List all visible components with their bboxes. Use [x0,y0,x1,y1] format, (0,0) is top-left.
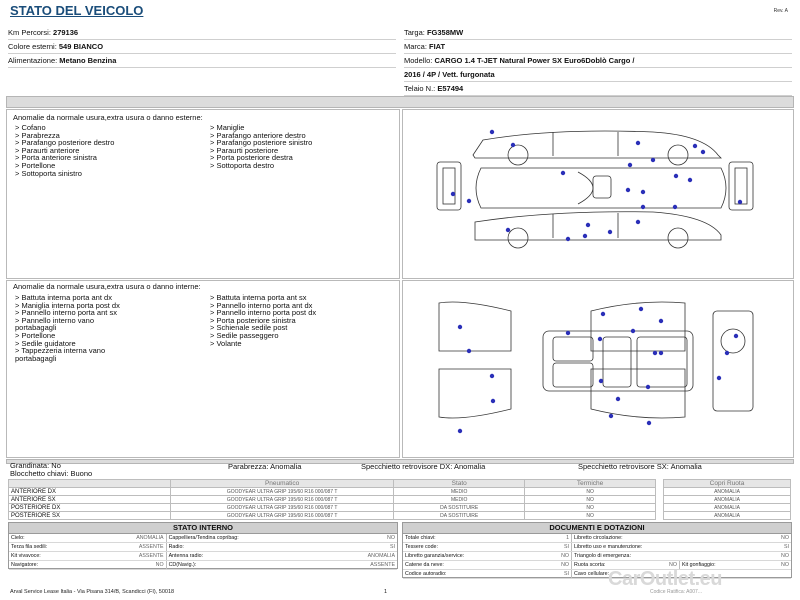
internal-car-diagram [402,280,794,458]
footer-right-text: Codice Ratifica: A007... [650,589,702,595]
damage-marker [467,349,471,353]
damage-marker [599,379,603,383]
damage-marker [566,237,570,241]
external-damage-panel [6,109,400,279]
grandinata-row: Grandinata: No [10,461,61,470]
table-row: ANTERIORE DX GOODYEAR ULTRA GRIP 195/60 R16 000/087 T MEDIO NO [9,488,656,496]
table-row: Terza fila sedili: ASSENTE Radio: SI [11,544,395,550]
list-item: portabagagli [15,323,57,333]
damage-marker [725,351,729,355]
watermark-logo: CarOutlet.eu [608,568,723,590]
table-row: Catene da neve: NO Ruota scorta: NO Kit gonfiaggio: NO [405,562,789,568]
documenti-box [402,522,792,578]
documenti-table [403,534,791,579]
table-row: Kit vivavoce: ASSENTE Antenna radio: ANOMALIA [11,553,395,559]
damage-marker [458,429,462,433]
damage-marker [641,205,645,209]
damage-marker [598,337,602,341]
list-item: > Sedile passeggero [210,330,279,340]
list-item: > Pannello interno porta ant sx [15,308,117,318]
damage-marker [506,228,510,232]
damage-marker [734,334,738,338]
color-value: 549 BIANCO [58,42,104,51]
tyres-table [8,479,656,520]
list-item: > Portellone [15,160,56,170]
list-item: > Maniglia interna porta post dx [15,300,120,310]
damage-marker [641,190,645,194]
external-damage-col1 [15,124,114,177]
damage-marker [717,376,721,380]
modello-row-2: 2016 / 4P / Vett. furgonata [404,68,792,82]
km-value: 279136 [53,28,79,37]
damage-marker [653,351,657,355]
documenti-title: DOCUMENTI E DOTAZIONI [403,523,791,534]
table-header: Pneumatico Stato Termiche [9,480,656,488]
damage-marker [583,234,587,238]
modello-row: Modello: CARGO 1.4 T-JET Natural Power SX Euro6Doblò Cargo / [404,54,792,68]
table-row: Libretto garanzia/service: NO Triangolo di emergenza: NO [405,553,789,559]
damage-marker [693,144,697,148]
list-item: > Battuta interna porta ant sx [210,293,307,302]
damage-marker [491,399,495,403]
list-item: > Parabrezza [15,130,60,140]
stato-interno-box [8,522,398,569]
parabrezza-status: Parabrezza: Anomalia [228,462,302,471]
list-item: > Maniglie [210,123,245,132]
list-item: > Schienale sedile post [210,323,288,333]
list-item: > Tappezzeria interna vano [15,346,106,356]
stato-interno-table [9,534,397,570]
list-item: > Paraurti posteriore [210,145,279,155]
car-interior-drawing [403,281,793,457]
damage-marker [458,325,462,329]
list-item: > Pannello interno porta ant dx [210,300,313,310]
list-item: > Parafango posteriore destro [15,138,115,148]
fuel-value: Metano Benzina [59,56,117,65]
page-title: STATO DEL VEICOLO [10,3,144,18]
damage-marker [601,312,605,316]
wheel-cover-table [663,479,791,520]
damage-marker [738,200,742,204]
damage-marker [659,319,663,323]
damage-marker [688,178,692,182]
mirror-sx-status: Specchietto retrovisore SX: Anomalia [578,462,702,471]
mirror-dx-status: Specchietto retrovisore DX: Anomalia [361,462,486,471]
table-row: POSTERIORE SX GOODYEAR ULTRA GRIP 195/60 R16 000/087 T DA SOSTITUIRE NO [9,512,656,520]
damage-marker [616,397,620,401]
table-row: Codice autoradio: SI Cavo cellulare: [403,570,791,579]
targa-row: Targa: FG358MW [404,26,792,40]
list-item: > Battuta interna porta ant dx [15,293,112,302]
section-divider [6,96,794,108]
damage-marker [511,143,515,147]
list-item: > Porta posteriore sinistra [210,315,296,325]
list-item: > Pannello interno porta post dx [210,308,317,318]
footer-address: Arval Service Lease Italia - Via Pisana 314/B, Scandicci (FI), 50018 [10,589,175,595]
list-item: > Parafango posteriore sinistro [210,138,313,148]
damage-marker [659,351,663,355]
damage-marker [628,163,632,167]
damage-marker [646,385,650,389]
table-row: Cielo: ANOMALIA Cappelliera/Tendina copribag: NO [11,535,395,541]
damage-marker [467,199,471,203]
external-damage-col2 [210,124,312,170]
damage-marker [673,205,677,209]
status-left [10,462,92,478]
table-row: ANOMALIA [664,512,791,520]
internal-damage-panel [6,280,400,458]
table-row: POSTERIORE DX GOODYEAR ULTRA GRIP 195/60 R16 000/087 T DA SOSTITUIRE NO [9,504,656,512]
table-row: ANOMALIA [664,496,791,504]
table-row: Navigatore: NO CD(Navig.): ASSENTE [11,562,395,568]
damage-marker [636,141,640,145]
color-row: Colore esterni: 549 BIANCO [8,40,396,54]
damage-marker [566,331,570,335]
damage-marker [609,414,613,418]
damage-marker [701,150,705,154]
list-item: > Volante [210,338,242,348]
list-item: > Portellone [15,330,56,340]
marca-value: FIAT [429,42,446,51]
damage-marker [636,220,640,224]
internal-damage-col1 [15,294,120,362]
table-row: Totale chiavi: 1 Libretto circolazione: NO [405,535,789,541]
internal-damage-col2 [210,294,316,347]
list-item: > Pannello interno vano [15,315,95,325]
damage-marker [631,329,635,333]
list-item: > Cofano [15,123,46,132]
table-row: ANOMALIA [664,504,791,512]
stato-interno-title: STATO INTERNO [9,523,397,534]
table-row: Tessere code: SI Libretto uso e manutenzione: SI [405,544,789,550]
list-item: > Porta anteriore sinistra [15,153,97,163]
damage-marker [674,174,678,178]
table-row: ANTERIORE SX GOODYEAR ULTRA GRIP 195/60 R16 000/087 T MEDIO NO [9,496,656,504]
list-item: > Porta posteriore destra [210,153,293,163]
fuel-row: Alimentazione: Metano Benzina [8,54,396,68]
table-row: ANOMALIA [664,488,791,496]
damage-marker [626,188,630,192]
damage-marker [561,171,565,175]
revision-label: Rev. A [773,8,788,14]
damage-marker [651,158,655,162]
table-header: Copri Ruota [664,480,791,488]
external-damage-title: Anomalie da normale usura,extra usura o danno esterne: [13,113,203,122]
damage-marker [586,223,590,227]
list-item: > Paraurti anteriore [15,145,80,155]
list-item: > Parafango anteriore destro [210,130,306,140]
list-item: > Sottoporta destro [210,160,274,170]
telaio-value: E57494 [437,84,464,93]
marca-row: Marca: FIAT [404,40,792,54]
list-item: portabagagli [15,353,57,363]
vehicle-info-left [8,26,396,68]
damage-marker [639,307,643,311]
damage-marker [451,192,455,196]
km-row: Km Percorsi: 279136 [8,26,396,40]
modello-value: CARGO 1.4 T-JET Natural Power SX Euro6Doblò Cargo / [434,56,635,65]
car-exterior-drawing [403,110,793,278]
list-item: > Sottoporta sinistro [15,168,82,178]
damage-marker [490,374,494,378]
internal-damage-title: Anomalie da normale usura,extra usura o danno interne: [13,282,201,291]
telaio-row: Telaio N.: E57494 [404,82,792,96]
damage-marker [490,130,494,134]
chiavi-row: Blocchetto chiavi: Buono [10,469,93,478]
damage-marker [608,230,612,234]
damage-marker [647,421,651,425]
list-item: > Sedile guidatore [15,338,76,348]
targa-value: FG358MW [426,28,464,37]
external-car-diagram [402,109,794,279]
page-number: 1 [384,589,388,595]
